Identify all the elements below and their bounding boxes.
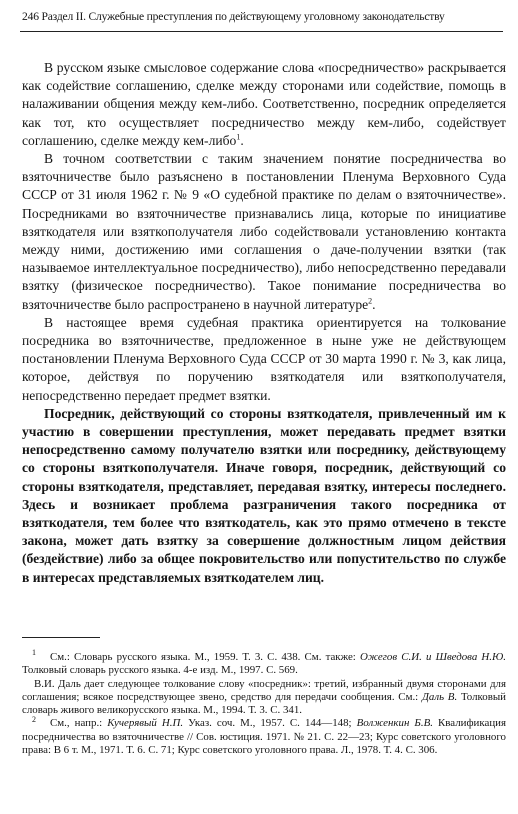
footnote-ref-1: 1: [236, 132, 241, 142]
paragraph-1-text: В русском языке смысловое содержание слова «посредничество» раскрывается как содействие соглашению, сделке между сторонами или содействие, помощь в налаживании общения между кем-либо. Соответственно, посредник определяется как тот, кто осуществляет посредничество между кем-либо, содействует соглашению, сделке между кем-либо: [22, 60, 506, 148]
footnote-2-author-1: Кучерявый Н.П.: [107, 717, 184, 730]
footnote-1-author: Ожегов С.И. и Шведова Н.Ю.: [359, 651, 506, 663]
footnote-2-author-2: Волженкин Б.В.: [356, 717, 433, 730]
footnote-2: $^2$ См., напр.: Кучерявый Н.П. Указ. соч. М., 1957. С. 144—148; Волженкин Б.В. Квалификация посредничества во взяточничестве // Сов. юстиция. 1971. № 21. С. 22—23; Курс советского уголовного права: В 6 т. М., 1971. Т. 6. С. 71; Курс советского уголовного права. Л., 1978. Т. 4. С. 306.: [22, 714, 506, 757]
footnote-1-text-b: Толковый словарь русского языка. 4-е изд. М., 1997. С. 569.: [22, 664, 298, 677]
paragraph-2-end: .: [372, 296, 376, 312]
footnote-1c-text-b: Толковый словарь живого великорусского языка. М., 1994. Т. 3. С. 341.: [22, 690, 506, 717]
footnote-2-text-a: См., напр.:: [50, 717, 108, 730]
footnote-rule: [22, 637, 100, 638]
footnote-1: $^1$ См.: Словарь русского языка. М., 1959. Т. 3. С. 438. См. также: Ожегов С.И. и Шведова Н.Ю. Толковый словарь русского языка. 4-е изд. М., 1997. С. 569.: [22, 648, 506, 677]
paragraph-2-text: В точном соответствии с таким значением понятие посредничества во взяточничестве было разъяснено в постановлении Пленума Верховного Суда СССР от 31 июля 1962 г. № 9 «О судебной практике по делам о взяточничестве». Посредниками во взяточничестве признавались лица, которые по инициативе взяткодателя или взяткополучателя либо содействовали установлению контакта между ними, достижению ими соглашения о даче-получении взятки (так называемое интеллектуальное посредничество), либо непосредственно передавали взятку (физическое посредничество). Такое понимание посредничества во взяточничестве было распространено в научной литературе: [22, 151, 506, 312]
paragraph-1-end: .: [240, 132, 244, 148]
footnote-ref-2: 2: [368, 296, 373, 306]
footnote-1-continuation: [22, 678, 506, 718]
running-head: 246 Раздел II. Служебные преступления по действующему уголовному законодательству: [22, 10, 445, 23]
footnote-2-text-b: Указ. соч. М., 1957. С. 144—148;: [183, 717, 357, 730]
paragraph-4: Посредник, действующий со стороны взяткодателя, привлеченный им к участию в совершении преступления, может передавать предмет взятки непосредственно самому получателю взятки или посреднику, действующему со стороны взяткополучателя. Иначе говоря, посредник, действующий со стороны взяткодателя, представляет, передавая взятку, интересы последнего. Здесь и возникает проблема разграничения такого посредника от взяткодателя, тем более что взяткодатель, как это прямо отмечено в тексте закона, может дать взятку за совершение должностным лицом действия (бездействие) либо за общее покровительство или попустительство по службе в интересах представляемых взяткодателем лиц.: [22, 405, 506, 585]
paragraph-2: [22, 150, 506, 314]
footnote-2-text-c: Квалификация посредничества во взяточничестве // Сов. юстиция. 1971. № 21. С. 22—23; Курс советского уголовного права: В 6 т. М., 1971. Т. 6. С. 71; Курс советского уголовного права. Л., 1978. Т. 4. С. 306.: [22, 717, 506, 757]
header-rule: [20, 31, 503, 32]
paragraph-1: [22, 59, 506, 150]
footnote-1c-author: Даль В.: [421, 690, 458, 703]
footnote-1c-text-a: В.И. Даль дает следующее толкование слову «посредник»: третий, избранный двумя сторонами для соглашения; всякое посредствующее звено, средство для передачи сообщения. См.:: [22, 677, 506, 703]
footnote-1-text-a: См.: Словарь русского языка. М., 1959. Т. 3. С. 438. См. также:: [50, 651, 360, 663]
footnotes: [22, 648, 506, 757]
paragraph-3: В настоящее время судебная практика ориентируется на толкование посредника во взяточничестве, предложенное в ныне уже не действующем постановлении Пленума Верховного Суда СССР от 30 марта 1990 г. № 3, как лица, которое, действуя по поручению взяткодателя или взяткополучателя, непосредственно передает предмет взятки.: [22, 314, 506, 403]
body-text: [22, 59, 506, 587]
